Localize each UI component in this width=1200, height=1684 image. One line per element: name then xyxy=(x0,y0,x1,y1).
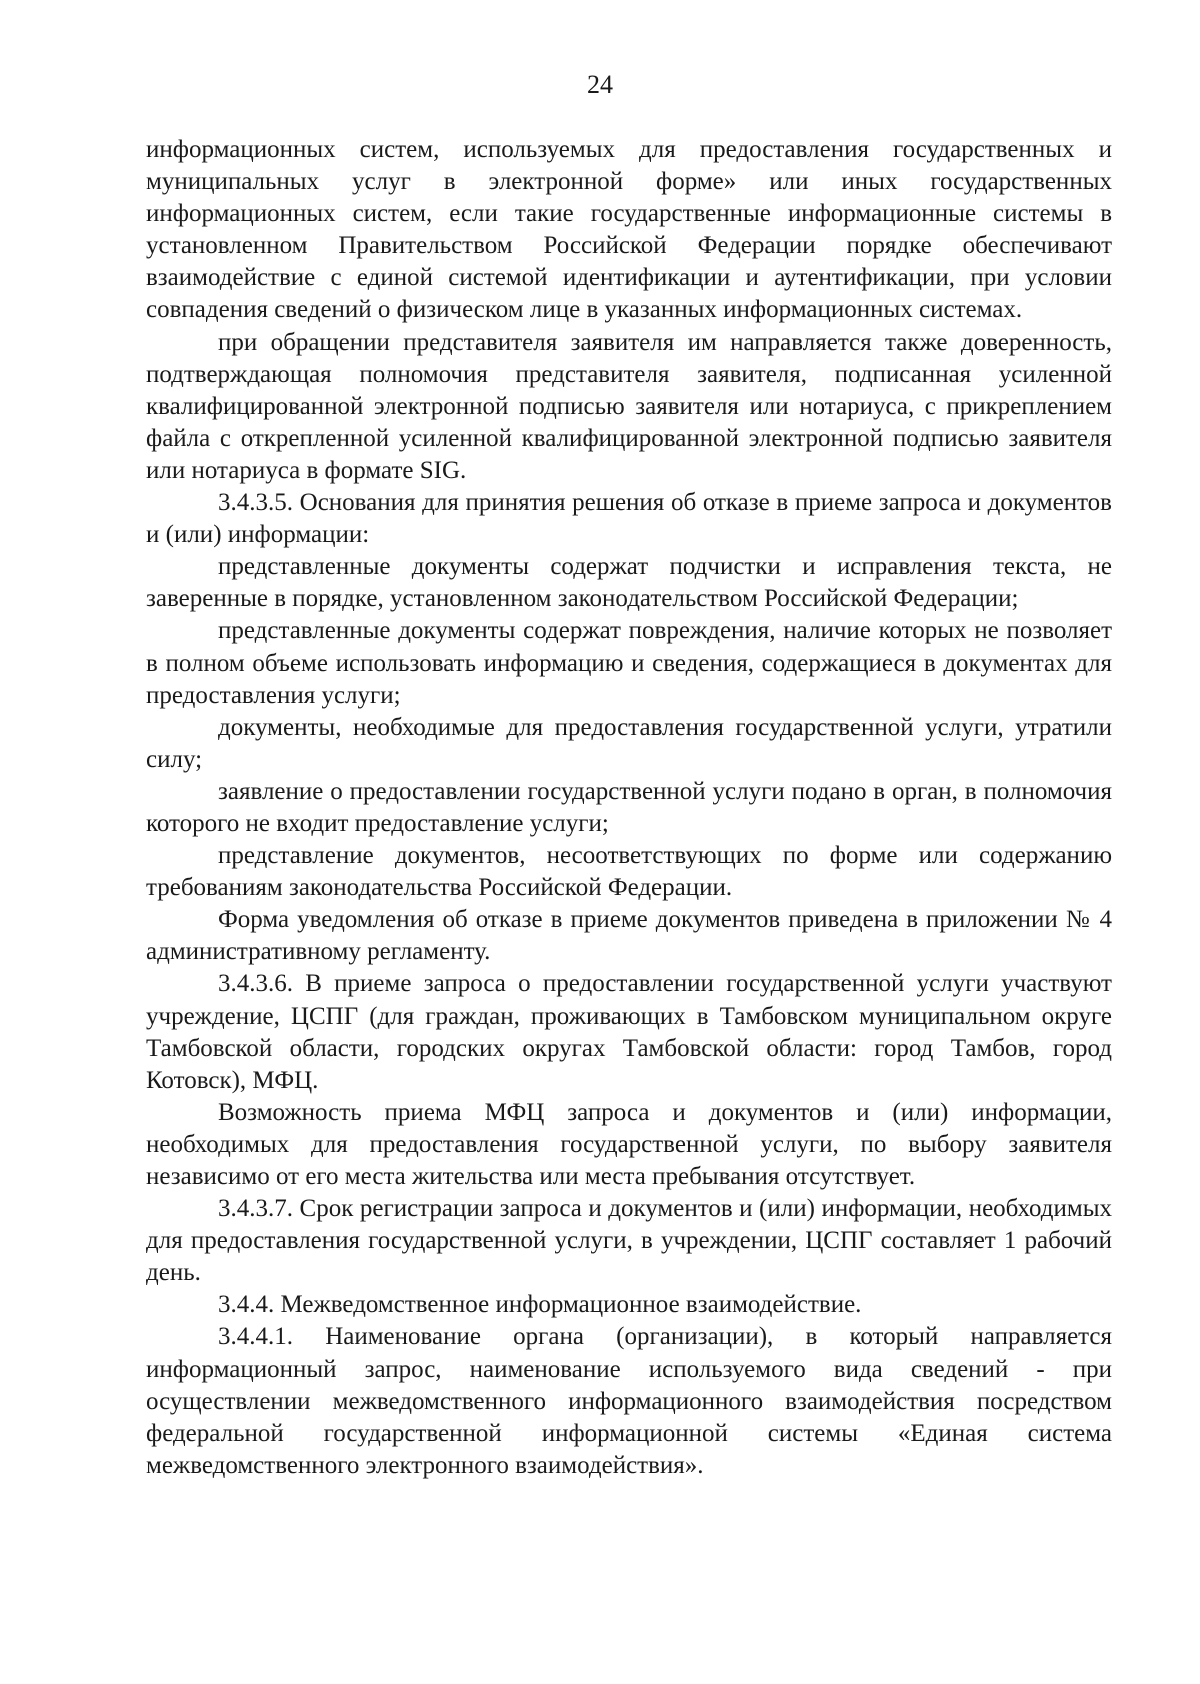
paragraph-refusal-ground-damage: представленные документы содержат повреждения, наличие которых не позволяет в полном объеме использовать информацию и сведения, содержащиеся в документах для предоставления услуги; xyxy=(146,617,1112,709)
paragraph-section-3-4-4: 3.4.4. Межведомственное информационное взаимодействие. xyxy=(218,1291,862,1319)
paragraph-continuation: информационных систем, используемых для предоставления государственных и муниципальных услуг в электронной форме» или иных государственных информационных систем, если такие государственные информационные системы в установленном Правительством Российской Федерации порядке обеспечивают взаимодействие с единой системой идентификации и аутентификации, при условии совпадения сведений о физическом лице в указанных информационных системах. xyxy=(146,136,1112,324)
paragraph-notification-form: Форма уведомления об отказе в приеме документов приведена в приложении № 4 административному регламенту. xyxy=(146,906,1112,966)
document-body xyxy=(146,134,1112,1482)
paragraph-section-3-4-3-7: 3.4.3.7. Срок регистрации запроса и документов и (или) информации, необходимых для предоставления государственной услуги, в учреждении, ЦСПГ составляет 1 рабочий день. xyxy=(146,1195,1112,1287)
paragraph-section-3-4-3-6: 3.4.3.6. В приеме запроса о предоставлении государственной услуги участвуют учреждение, ЦСПГ (для граждан, проживающих в Тамбовском муниципальном округе Тамбовской области, городских округах Тамбовской области: город Тамбов, город Котовск), МФЦ. xyxy=(146,970,1112,1094)
paragraph-section-3-4-3-5: 3.4.3.5. Основания для принятия решения об отказе в приеме запроса и документов и (или) информации: xyxy=(146,489,1112,549)
paragraph-representative-power-of-attorney: при обращении представителя заявителя им направляется также доверенность, подтверждающая полномочия представителя заявителя, подписанная усиленной квалифицированной электронной подписью заявителя или нотариуса, с прикреплением файла с открепленной усиленной квалифицированной электронной подписью заявителя или нотариуса в формате SIG. xyxy=(146,328,1112,484)
paragraph-refusal-ground-nonconforming: представление документов, несоответствующих по форме или содержанию требованиям законодательства Российской Федерации. xyxy=(146,842,1112,902)
paragraph-refusal-ground-expired: документы, необходимые для предоставления государственной услуги, утратили силу; xyxy=(146,713,1112,773)
paragraph-refusal-ground-corrections: представленные документы содержат подчистки и исправления текста, не заверенные в порядке, установленном законодательством Российской Федерации; xyxy=(146,553,1112,613)
paragraph-refusal-ground-wrong-authority: заявление о предоставлении государственной услуги подано в орган, в полномочия которого не входит предоставление услуги; xyxy=(146,777,1112,837)
paragraph-section-3-4-4-1: 3.4.4.1. Наименование органа (организации), в который направляется информационный запрос, наименование используемого вида сведений - при осуществлении межведомственного информационного взаимодействия посредством федеральной государственной информационной системы «Единая система межведомственного электронного взаимодействия». xyxy=(146,1323,1112,1479)
paragraph-mfc-reception: Возможность приема МФЦ запроса и документов и (или) информации, необходимых для предоставления государственной услуги, по выбору заявителя независимо от его места жительства или места пребывания отсутствует. xyxy=(146,1098,1112,1190)
page-number: 24 xyxy=(587,70,613,99)
